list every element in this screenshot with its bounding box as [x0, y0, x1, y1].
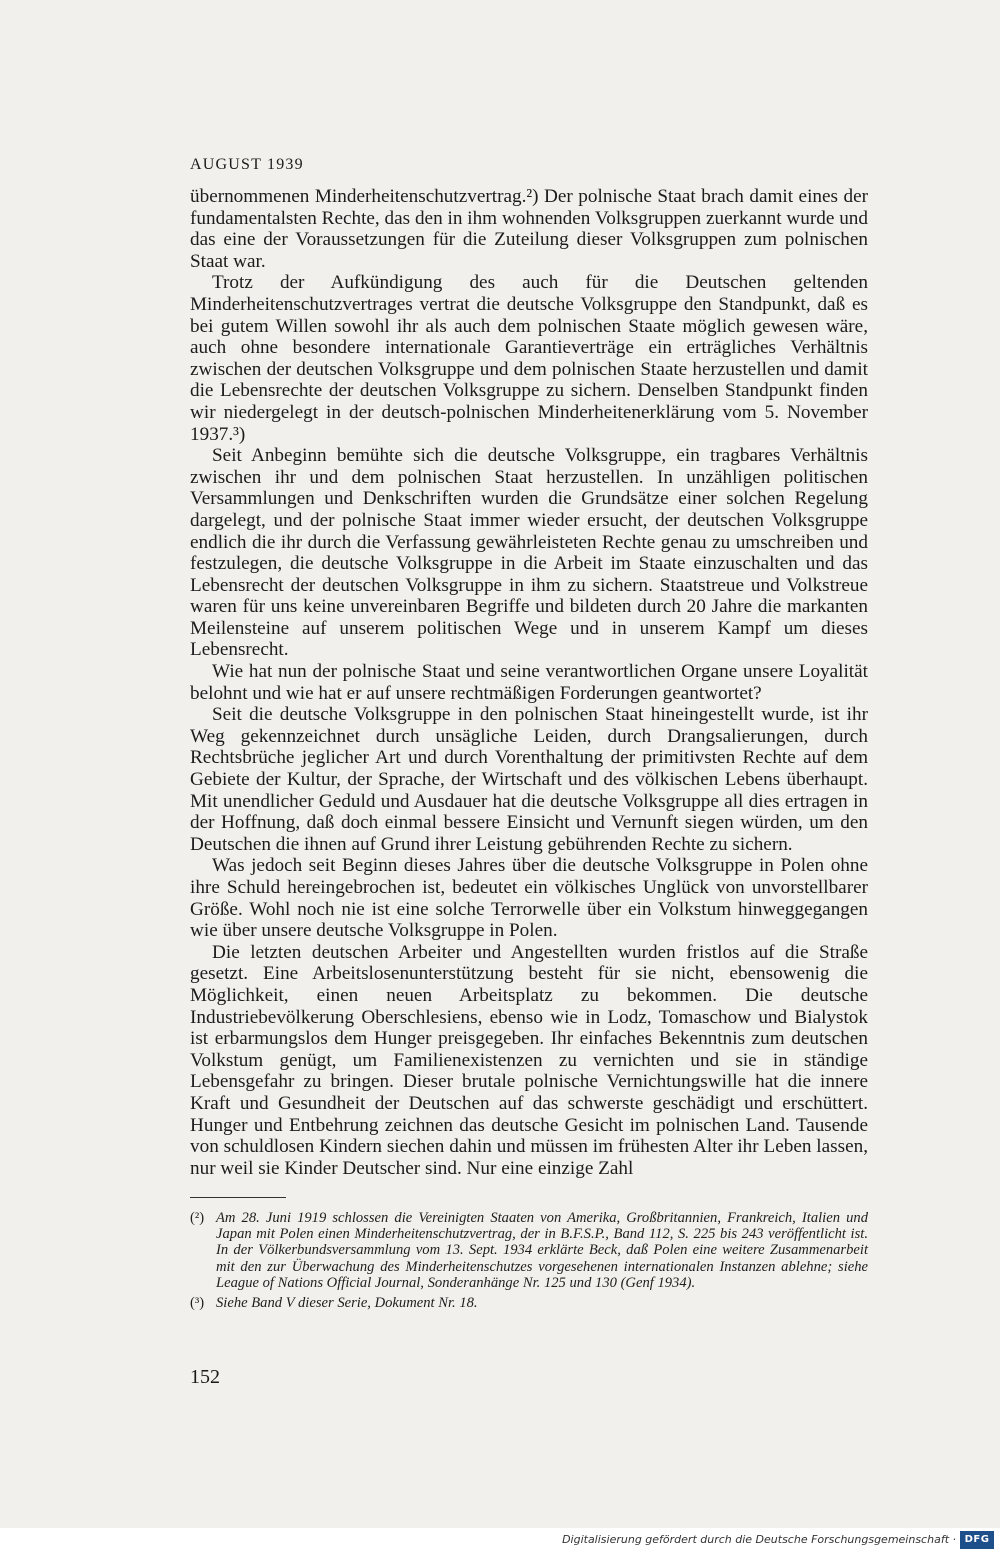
body-text	[190, 186, 868, 1179]
footnote-mark: (²)	[190, 1210, 205, 1226]
paragraph-2: Trotz der Aufkündigung des auch für die Deutschen geltenden Minderheitenschutzvertrages vertrat die deutsche Volksgruppe den Standpunkt, daß es bei gutem Willen sowohl ihr als auch dem polnischen Staate möglich gewesen wäre, auch ohne besondere internationale Garantieverträge ein erträgliches Verhältnis zwischen der deutschen Volksgruppe und dem polnischen Staate herzustellen und damit die Lebensrechte der deutschen Volksgruppe zu sichern. Denselben Standpunkt finden wir niedergelegt in der deutsch-polnischen Minderheitenerklärung vom 5. November 1937.³)	[190, 272, 868, 445]
paragraph-7: Die letzten deutschen Arbeiter und Angestellten wurden fristlos auf die Straße gesetzt. Eine Arbeitslosenunterstützung besteht für sie nicht, ebensowenig die Möglichkeit, einen neuen Arbeitsplatz zu bekommen. Die deutsche Industriebevölkerung Oberschlesiens, ebenso wie in Lodz, Tomaschow und Bialystok ist erbarmungslos dem Hunger preisgegeben. Ihr einfaches Bekenntnis zum deutschen Volkstum genügt, um Familienexistenzen zu vernichten und sie in ständige Lebensgefahr zu bringen. Dieser brutale polnische Vernichtungswille hat die innere Kraft und Gesundheit der Deutschen auf das schwerste geschädigt und erschüttert. Hunger und Entbehrung zeichnen das deutsche Gesicht im polnischen Land. Tausende von schuldlosen Kindern siechen dahin und müssen im frühesten Alter ihr Leben lassen, nur weil sie Kinder Deutscher sind. Nur eine einzige Zahl	[190, 941, 868, 1179]
footnote-text: Siehe Band V dieser Serie, Dokument Nr. 18.	[216, 1295, 478, 1312]
footnote-2	[190, 1210, 868, 1291]
footnote-text: Am 28. Juni 1919 schlossen die Vereinigten Staaten von Amerika, Großbritannien, Frankreich, Italien und Japan mit Polen einen Minderheitenschutzvertrag, der in B.F.S.P., Band 112, S. 225 bis 243 veröffentlicht ist. In der Völkerbundsversammlung vom 13. Sept. 1934 erklärte Beck, daß Polen eine weitere Zusammenarbeit mit den zur Überwachung des Minderheitenschutzes vorgesehenen internationalen Instanzen ablehne; siehe League of Nations Official Journal, Sonderanhänge Nr. 125 und 130 (Genf 1934).	[216, 1210, 868, 1291]
paragraph-6: Was jedoch seit Beginn dieses Jahres über die deutsche Volksgruppe in Polen ohne ihre Schuld hereingebrochen ist, bedeutet ein völkisches Unglück von unvorstellbarer Größe. Wohl noch nie ist eine solche Terrorwelle über ein Volkstum hinweggegangen wie über unsere deutsche Volksgruppe in Polen.	[190, 855, 868, 942]
running-head: AUGUST 1939	[190, 156, 304, 173]
dfg-logo-icon: DFG	[960, 1531, 994, 1549]
footnote-mark: (³)	[190, 1295, 205, 1312]
paragraph-5: Seit die deutsche Volksgruppe in den polnischen Staat hineingestellt wurde, ist ihr Weg gekennzeichnet durch unsägliche Leiden, durch Drangsalierungen, durch Rechtsbrüche jeglicher Art und durch Vorenthaltung der primitivsten Rechte auf dem Gebiete der Kultur, der Sprache, der Wirtschaft und des völkischen Lebens überhaupt. Mit unendlicher Geduld und Ausdauer hat die deutsche Volksgruppe all dies ertragen in der Hoffnung, daß doch einmal bessere Einsicht und Vernunft siegen würden, um den Deutschen die ihnen auf Grund ihrer Leistung gebührenden Rechte zu sichern.	[190, 704, 868, 855]
footnote-3	[190, 1295, 868, 1311]
page-number: 152	[190, 1366, 220, 1388]
paragraph-1: übernommenen Minderheitenschutzvertrag.²) Der polnische Staat brach damit eines der fundamentalsten Rechte, das den in ihm wohnenden Volksgruppen zuerkannt wurde und das eine der Voraussetzungen für die Zuteilung dieser Volksgruppen zum polnischen Staat war.	[190, 186, 868, 272]
paragraph-4: Wie hat nun der polnische Staat und seine verantwortlichen Organe unsere Loyalität belohnt und wie hat er auf unsere rechtmäßigen Forderungen geantwortet?	[190, 661, 868, 704]
footnotes	[190, 1210, 868, 1315]
footnote-divider	[190, 1197, 286, 1198]
paragraph-3: Seit Anbeginn bemühte sich die deutsche Volksgruppe, ein tragbares Verhältnis zwischen ihr und dem polnischen Staat herzustellen. In unzähligen politischen Versammlungen und Denkschriften wurden die Grundsätze einer solchen Regelung dargelegt, und der polnische Staat immer wieder ersucht, der deutschen Volksgruppe endlich die ihr durch die Verfassung gewährleisteten Rechte genau zu umschreiben und festzulegen, die deutsche Volksgruppe in die Arbeit im Staate einzuschalten und das Lebensrecht der deutschen Volksgruppe in ihm zu sichern. Staatstreue und Volkstreue waren für uns keine unvereinbaren Begriffe und bildeten durch 20 Jahre die markanten Meilensteine auf unserem politischen Wege und in unserem Kampf um dieses Lebensrecht.	[190, 445, 868, 661]
dfg-credit-text: Digitalisierung gefördert durch die Deutsche Forschungsgemeinschaft ·	[562, 1533, 956, 1546]
